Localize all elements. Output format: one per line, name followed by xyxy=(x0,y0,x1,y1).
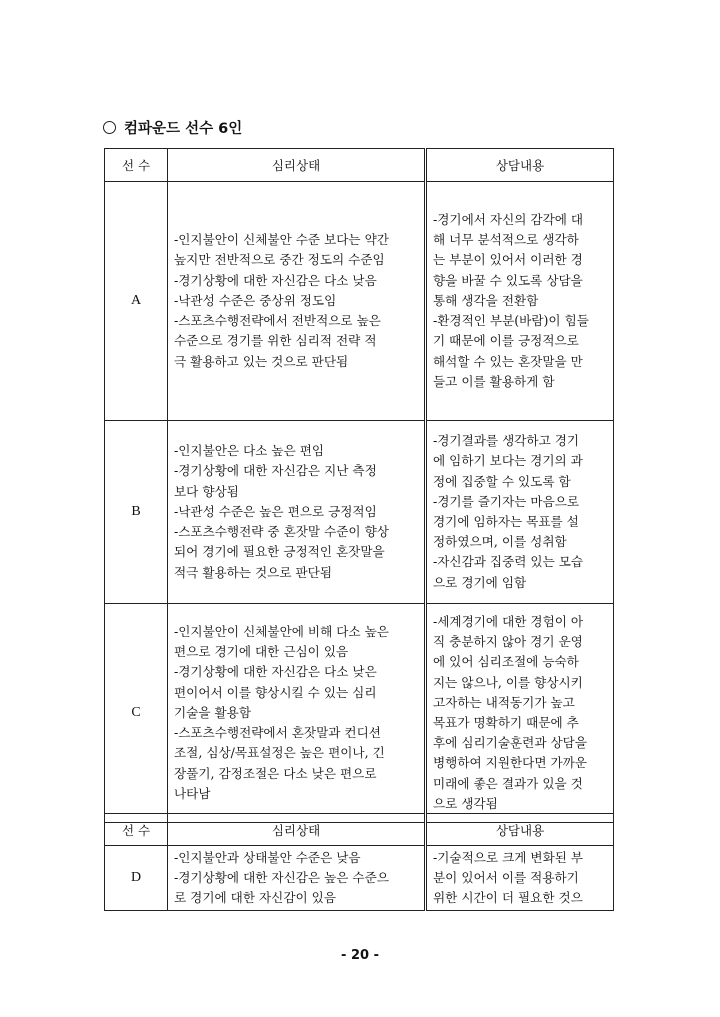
counsel-cell xyxy=(426,604,614,823)
text-line: -인지불안과 상태불안 수준은 낮음 xyxy=(174,849,361,865)
text-line: 높지만 전반적으로 중간 정도의 수준임 xyxy=(174,252,385,268)
text-line: -경기를 즐기자는 마음으로 xyxy=(433,493,580,509)
table-header-row xyxy=(105,814,614,846)
text-line: 직 충분하지 않아 경기 운영 xyxy=(433,634,583,650)
state-cell xyxy=(168,182,426,421)
text-line: 병행하여 지원한다면 가까운 xyxy=(433,755,587,771)
header-player: 선 수 xyxy=(105,149,168,182)
state-cell xyxy=(168,846,426,911)
text-line: 미래에 좋은 결과가 있을 것 xyxy=(433,775,583,791)
player-cell: C xyxy=(105,604,168,823)
text-line: 편으로 경기에 대한 근심이 있음 xyxy=(174,644,349,660)
text-line: 정하였으며, 이를 성취함 xyxy=(433,534,567,550)
page-number: - 20 - xyxy=(341,948,379,963)
text-line: 수준으로 경기를 위한 심리적 전략 적 xyxy=(174,333,377,349)
text-line: 극 활용하고 있는 것으로 판단됨 xyxy=(174,353,349,369)
psych-table-1 xyxy=(104,148,614,823)
text-line: -경기상황에 대한 자신감은 높은 수준으 xyxy=(174,869,389,885)
text-line: 해 너무 분석적으로 생각하 xyxy=(433,232,579,248)
text-line: -스포츠수행전략에서 혼잣말과 컨디션 xyxy=(174,725,381,741)
header-state: 심리상태 xyxy=(168,149,426,182)
text-line: 향을 바꿀 수 있도록 상담을 xyxy=(433,272,583,288)
text-line: 지는 않으나, 이를 향상시키 xyxy=(433,674,583,690)
text-line: -환경적인 부분(바람)이 힘들 xyxy=(433,313,589,329)
text-line: -스포츠수행전략 중 혼잣말 수준이 향상 xyxy=(174,524,389,540)
text-line: -기술적으로 크게 변화된 부 xyxy=(433,849,584,865)
text-line: 분이 있어서 이를 적용하기 xyxy=(433,869,579,885)
player-cell: A xyxy=(105,182,168,421)
table-row xyxy=(105,604,614,823)
text-line: 기 때문에 이를 긍정적으로 xyxy=(433,333,579,349)
header-counsel: 상담내용 xyxy=(426,149,614,182)
text-line: 보다 향상됨 xyxy=(174,483,239,499)
header-counsel: 상담내용 xyxy=(426,814,614,846)
text-line: 로 경기에 대한 자신감이 있음 xyxy=(174,890,336,906)
text-line: 고자하는 내적동기가 높고 xyxy=(433,694,575,710)
header-player: 선 수 xyxy=(105,814,168,846)
counsel-cell xyxy=(426,182,614,421)
text-line: 목표가 명확하기 때문에 추 xyxy=(433,715,579,730)
text-line: -자신감과 집중력 있는 모습 xyxy=(433,554,584,570)
text-line: -인지불안이 신체불안에 비해 다소 높은 xyxy=(174,624,389,640)
text-line: -경기상황에 대한 자신감은 지난 측정 xyxy=(174,463,377,479)
counsel-cell xyxy=(426,421,614,604)
text-line: -스포츠수행전략에서 전반적으로 높은 xyxy=(174,313,381,329)
psych-table-2 xyxy=(104,813,614,911)
player-cell: B xyxy=(105,421,168,604)
text-line: -낙관성 수준은 높은 편으로 긍정적임 xyxy=(174,503,377,519)
text-line: -경기에서 자신의 감각에 대 xyxy=(433,212,584,228)
state-cell xyxy=(168,604,426,823)
section-heading-text: 컴파운드 선수 6인 xyxy=(124,120,243,137)
text-line: 해석할 수 있는 혼잣말을 만 xyxy=(433,353,583,369)
header-state: 심리상태 xyxy=(168,814,426,846)
table-row xyxy=(105,421,614,604)
text-line: -세계경기에 대한 경험이 아 xyxy=(433,613,584,629)
text-line: 경기에 임하자는 목표를 설 xyxy=(433,514,579,529)
text-line: 으로 생각됨 xyxy=(433,795,498,811)
text-line: 후에 심리기술훈련과 상담을 xyxy=(433,735,587,751)
text-line: 나타남 xyxy=(174,785,211,801)
player-cell: D xyxy=(105,846,168,911)
text-line: -인지불안은 다소 높은 편임 xyxy=(174,443,325,459)
text-line: -낙관성 수준은 중상위 정도임 xyxy=(174,292,337,308)
state-cell xyxy=(168,421,426,604)
text-line: -경기상황에 대한 자신감은 다소 낮은 xyxy=(174,664,377,680)
text-line: 통해 생각을 전환함 xyxy=(433,292,539,308)
text-line: 장풀기, 감정조절은 다소 낮은 편으로 xyxy=(174,765,377,781)
text-line: -경기상황에 대한 자신감은 다소 낮음 xyxy=(174,272,377,288)
text-line: 되어 경기에 필요한 긍정적인 혼잣말을 xyxy=(174,544,385,560)
table-header-row xyxy=(105,149,614,182)
text-line: 는 부분이 있어서 이러한 경 xyxy=(433,252,583,268)
text-line: -인지불안이 신체불안 수준 보다는 약간 xyxy=(174,232,389,248)
circle-bullet-icon xyxy=(103,121,116,134)
text-line: 에 있어 심리조절에 능숙하 xyxy=(433,654,579,670)
text-line: 기술을 활용함 xyxy=(174,704,251,720)
table-row xyxy=(105,846,614,911)
text-line: 정에 집중할 수 있도록 함 xyxy=(433,473,571,489)
table-row xyxy=(105,182,614,421)
text-line: 편이어서 이를 향상시킬 수 있는 심리 xyxy=(174,684,377,700)
text-line: 조절, 심상/목표설정은 높은 편이나, 긴 xyxy=(174,745,385,761)
text-line: -경기결과를 생각하고 경기 xyxy=(433,433,580,449)
text-line: 들고 이를 활용하게 함 xyxy=(433,373,555,389)
text-line: 에 임하기 보다는 경기의 과 xyxy=(433,453,583,469)
text-line: 으로 경기에 임함 xyxy=(433,574,527,590)
text-line: 적극 활용하는 것으로 판단됨 xyxy=(174,564,332,580)
counsel-cell xyxy=(426,846,614,911)
section-heading xyxy=(103,116,242,138)
text-line: 위한 시간이 더 필요한 것으 xyxy=(433,890,583,906)
